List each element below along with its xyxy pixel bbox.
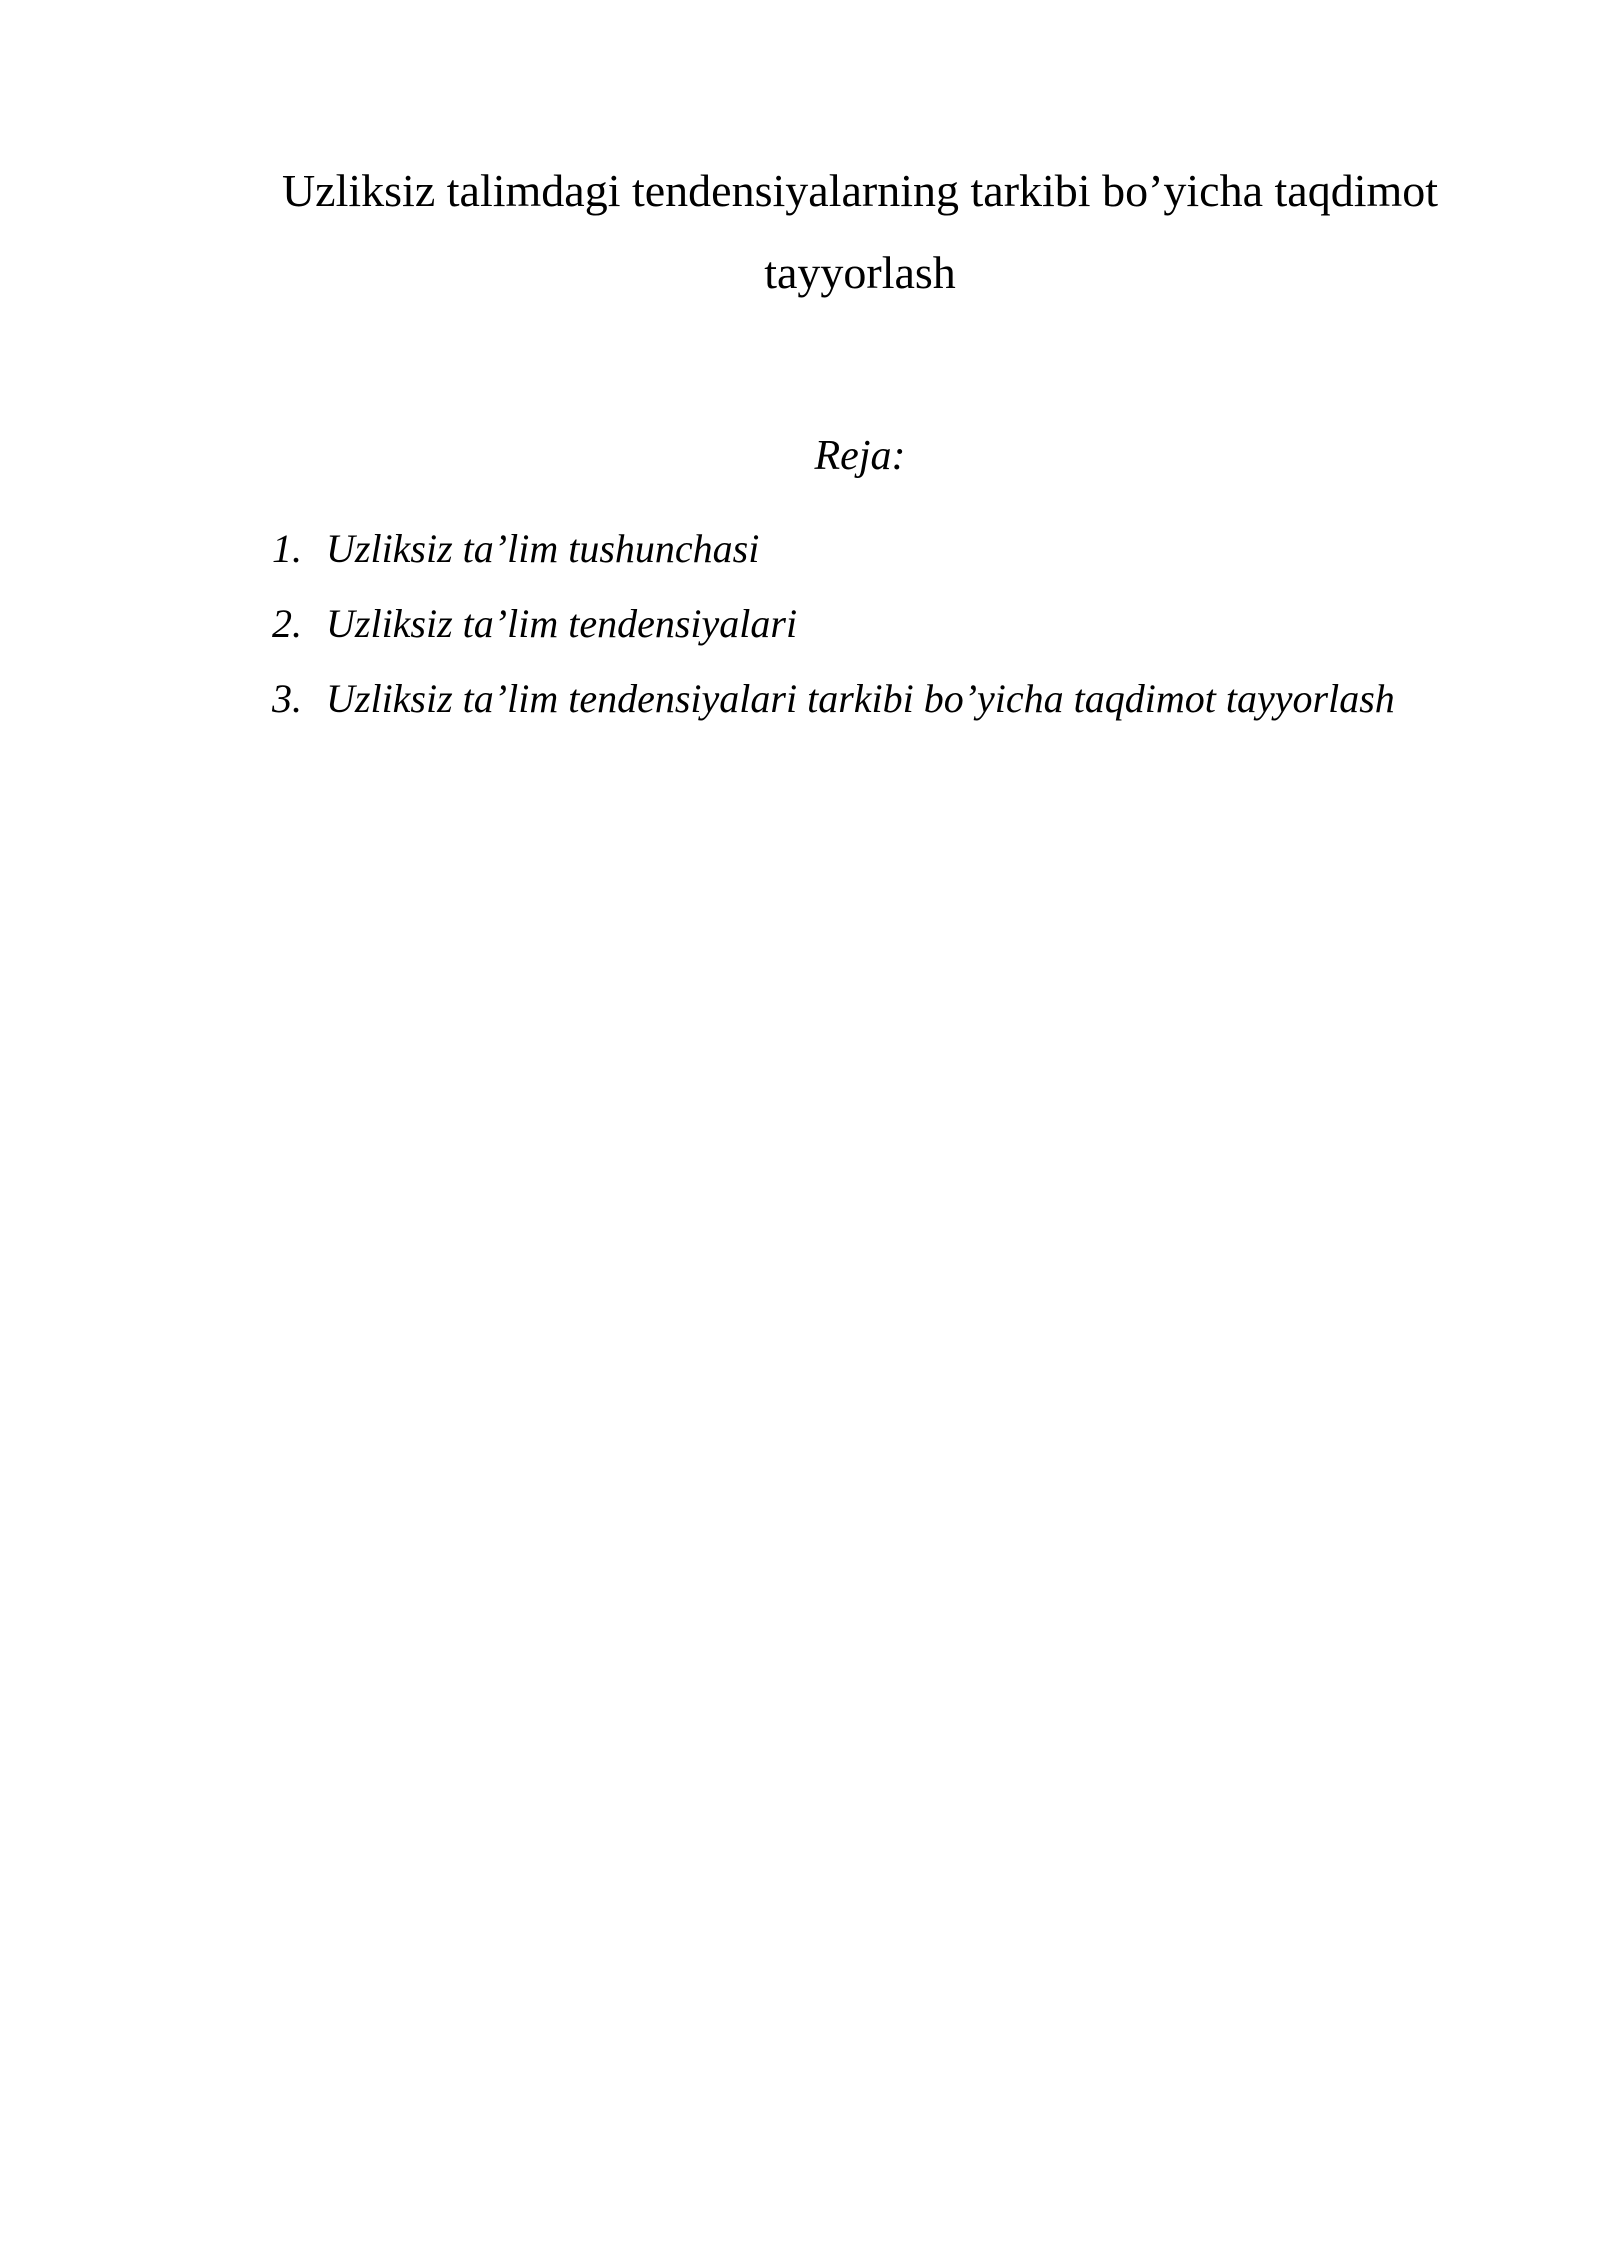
plan-item-number: 1.	[272, 526, 302, 571]
plan-item-number: 2.	[272, 601, 302, 646]
plan-item-text: Uzliksiz ta’lim tendensiyalari	[326, 601, 798, 646]
plan-item-text: Uzliksiz ta’lim tendensiyalari tarkibi bo’yicha taqdimot tayyorlash	[326, 676, 1395, 721]
document-title: Uzliksiz talimdagi tendensiyalarning tarkibi bo’yicha taqdimot tayyorlash	[281, 165, 1439, 298]
plan-list	[272, 521, 1572, 746]
plan-item	[272, 521, 1572, 596]
plan-item	[272, 671, 1572, 746]
plan-item	[272, 596, 1572, 671]
plan-item-text: Uzliksiz ta’lim tushunchasi	[326, 526, 760, 571]
plan-item-number: 3.	[272, 676, 302, 721]
plan-heading: Reja:	[814, 433, 906, 479]
